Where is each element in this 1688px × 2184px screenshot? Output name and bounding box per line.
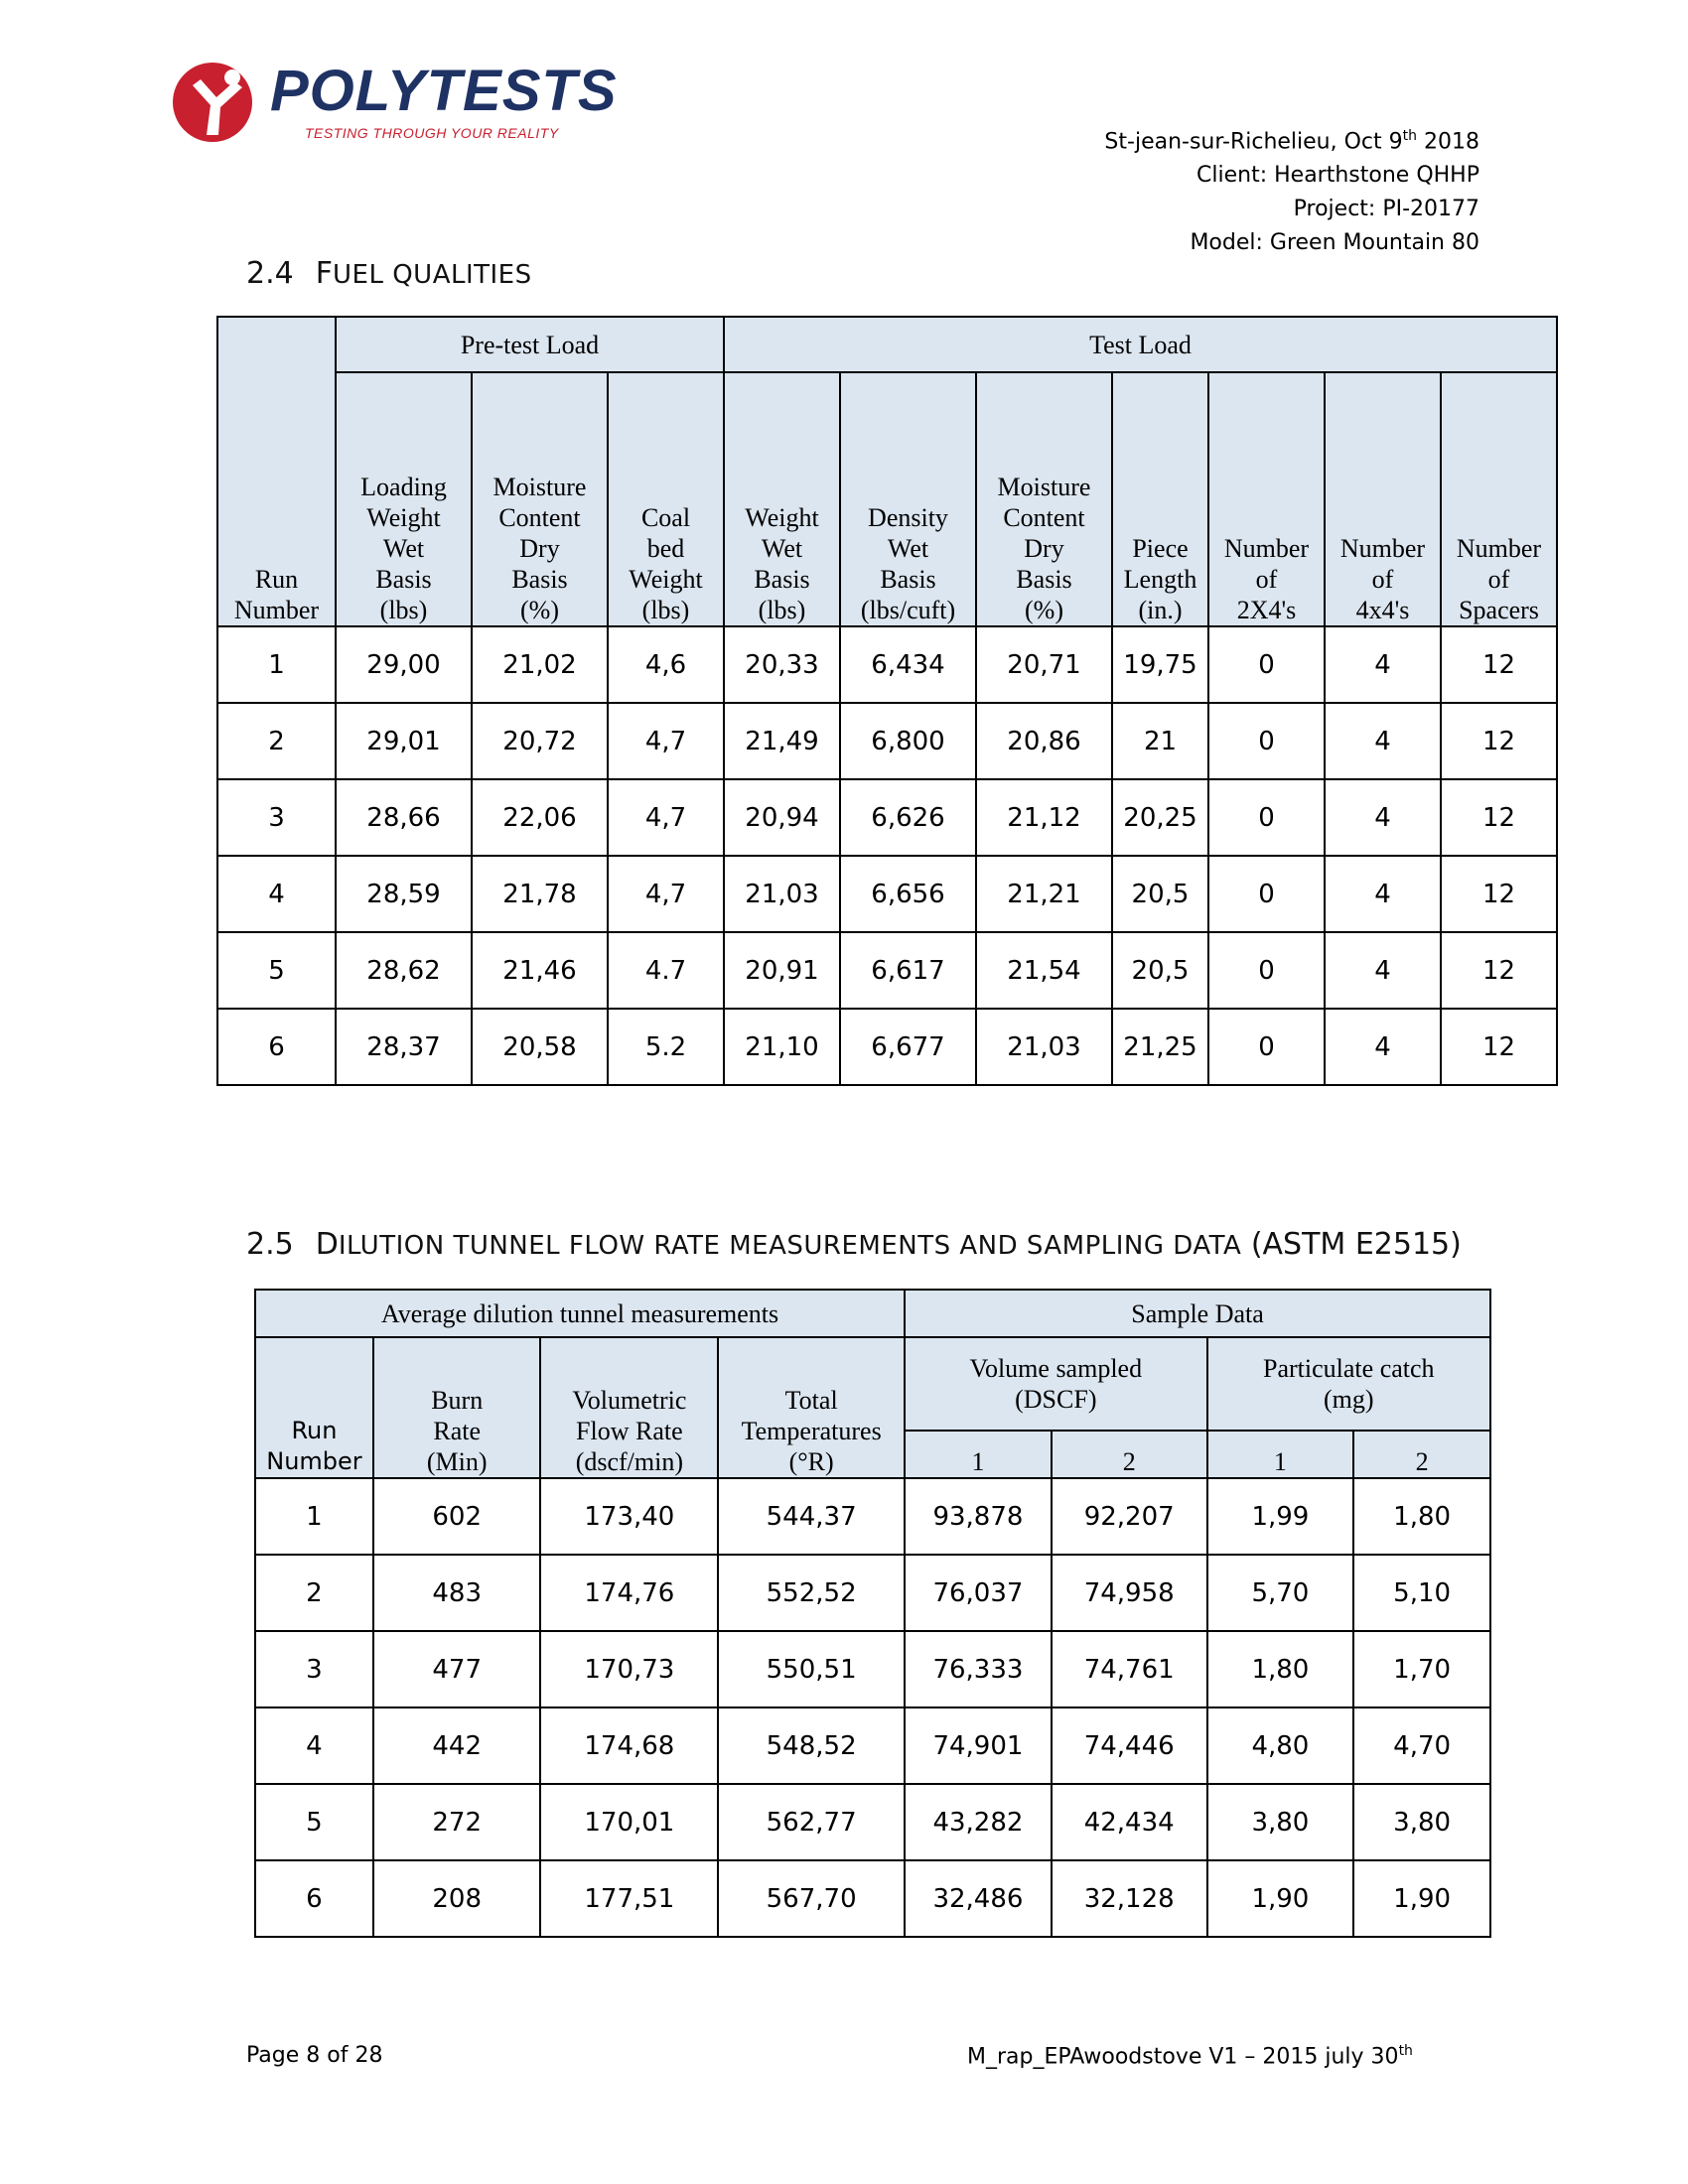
table-cell: 4 — [255, 1707, 373, 1784]
table-cell: 20,58 — [472, 1009, 608, 1085]
table-cell: 567,70 — [718, 1860, 905, 1937]
table-cell: 6,617 — [840, 932, 976, 1009]
table-cell: 21,46 — [472, 932, 608, 1009]
table-cell: 5 — [217, 932, 336, 1009]
table-cell: 20,86 — [976, 703, 1112, 779]
table-cell: 4,70 — [1353, 1707, 1490, 1784]
logo-emblem-icon — [171, 58, 260, 147]
table-cell: 32,486 — [905, 1860, 1052, 1937]
table-cell: 0 — [1208, 932, 1325, 1009]
table-cell: 6 — [217, 1009, 336, 1085]
table-cell: 28,59 — [336, 856, 472, 932]
table-cell: 1,80 — [1207, 1631, 1354, 1707]
col-header-volume-sampled: Volume sampled (DSCF) — [905, 1337, 1207, 1431]
table-cell: 21,49 — [724, 703, 840, 779]
table-cell: 544,37 — [718, 1478, 905, 1555]
table-cell: 4 — [1325, 1009, 1441, 1085]
table-cell: 28,66 — [336, 779, 472, 856]
table-cell: 19,75 — [1112, 626, 1208, 703]
col-header-run: Run Number — [217, 317, 336, 626]
table-cell: 477 — [373, 1631, 541, 1707]
table-cell: 1,90 — [1353, 1860, 1490, 1937]
table-cell: 20,33 — [724, 626, 840, 703]
table-cell: 6,434 — [840, 626, 976, 703]
table-row — [255, 1631, 1490, 1707]
col-header-flow-rate: Volumetric Flow Rate (dscf/min) — [540, 1337, 718, 1478]
col-header-temperatures: Total Temperatures (°R) — [718, 1337, 905, 1478]
table-cell: 4 — [217, 856, 336, 932]
logo-tagline: TESTING THROUGH YOUR REALITY — [305, 125, 559, 141]
table-cell: 0 — [1208, 703, 1325, 779]
col-header-loading-weight: Loading Weight Wet Basis (lbs) — [336, 372, 472, 626]
table-cell: 4,7 — [608, 703, 724, 779]
table-cell: 602 — [373, 1478, 541, 1555]
table-cell: 5,70 — [1207, 1555, 1354, 1631]
col-header-piece-length: Piece Length (in.) — [1112, 372, 1208, 626]
table-cell: 2 — [255, 1555, 373, 1631]
table-cell: 6 — [255, 1860, 373, 1937]
col-header-particulate-2: 2 — [1353, 1431, 1490, 1478]
page-number: Page 8 of 28 — [246, 2043, 383, 2068]
table-cell: 6,677 — [840, 1009, 976, 1085]
table-cell: 4,7 — [608, 779, 724, 856]
table-cell: 2 — [217, 703, 336, 779]
col-header-run: Run Number — [255, 1337, 373, 1478]
table-cell: 4 — [1325, 856, 1441, 932]
table-cell: 20,72 — [472, 703, 608, 779]
table-cell: 170,73 — [540, 1631, 718, 1707]
table-cell: 20,5 — [1112, 932, 1208, 1009]
fuel-qualities-table — [216, 316, 1558, 1086]
col-header-burn-rate: Burn Rate (Min) — [373, 1337, 541, 1478]
table-cell: 20,71 — [976, 626, 1112, 703]
table-cell: 5 — [255, 1784, 373, 1860]
table-cell: 12 — [1441, 779, 1557, 856]
table-cell: 74,446 — [1052, 1707, 1207, 1784]
table-cell: 4.7 — [608, 932, 724, 1009]
table-cell: 5.2 — [608, 1009, 724, 1085]
table-cell: 208 — [373, 1860, 541, 1937]
table-cell: 21,10 — [724, 1009, 840, 1085]
table-cell: 4 — [1325, 626, 1441, 703]
table-cell: 4 — [1325, 779, 1441, 856]
table-cell: 4 — [1325, 703, 1441, 779]
table-row — [255, 1555, 1490, 1631]
table-cell: 4,7 — [608, 856, 724, 932]
table-cell: 12 — [1441, 856, 1557, 932]
table-cell: 32,128 — [1052, 1860, 1207, 1937]
col-header-particulate-1: 1 — [1207, 1431, 1354, 1478]
table-cell: 76,333 — [905, 1631, 1052, 1707]
table-cell: 4,6 — [608, 626, 724, 703]
table-row — [217, 779, 1557, 856]
table-cell: 21,03 — [724, 856, 840, 932]
table-cell: 43,282 — [905, 1784, 1052, 1860]
table-row — [217, 932, 1557, 1009]
document-reference: M_rap_EPAwoodstove V1 – 2015 july 30th — [967, 2043, 1413, 2070]
table-cell: 177,51 — [540, 1860, 718, 1937]
table-cell: 0 — [1208, 856, 1325, 932]
col-header-particulate-catch: Particulate catch (mg) — [1207, 1337, 1490, 1431]
col-header-density: Density Wet Basis (lbs/cuft) — [840, 372, 976, 626]
table-cell: 20,94 — [724, 779, 840, 856]
col-header-4x4: Number of 4x4's — [1325, 372, 1441, 626]
section-title-dilution-tunnel: 2.5 DILUTION TUNNEL FLOW RATE MEASUREMENTS AND SAMPLING DATA (ASTM E2515) — [246, 1227, 1462, 1262]
table-cell: 21,03 — [976, 1009, 1112, 1085]
table-cell: 12 — [1441, 1009, 1557, 1085]
table-cell: 1,90 — [1207, 1860, 1354, 1937]
table-cell: 170,01 — [540, 1784, 718, 1860]
table-cell: 21,21 — [976, 856, 1112, 932]
table-cell: 74,958 — [1052, 1555, 1207, 1631]
table-row — [255, 1478, 1490, 1555]
table-cell: 550,51 — [718, 1631, 905, 1707]
col-header-moisture-pretest: Moisture Content Dry Basis (%) — [472, 372, 608, 626]
logo-wordmark: POLYTESTS — [270, 59, 618, 123]
table-cell: 20,5 — [1112, 856, 1208, 932]
table-row — [217, 626, 1557, 703]
table-cell: 552,52 — [718, 1555, 905, 1631]
col-header-spacers: Number of Spacers — [1441, 372, 1557, 626]
section-title-fuel-qualities: 2.4 FUEL QUALITIES — [246, 256, 532, 291]
project-line: Project: PI-20177 — [1293, 197, 1479, 222]
client-line: Client: Hearthstone QHHP — [1196, 163, 1479, 189]
table-cell: 1 — [255, 1478, 373, 1555]
table-cell: 74,761 — [1052, 1631, 1207, 1707]
table-row — [217, 856, 1557, 932]
table-cell: 1,99 — [1207, 1478, 1354, 1555]
table-cell: 29,01 — [336, 703, 472, 779]
table-cell: 21,12 — [976, 779, 1112, 856]
table-cell: 442 — [373, 1707, 541, 1784]
table-cell: 28,37 — [336, 1009, 472, 1085]
table-cell: 76,037 — [905, 1555, 1052, 1631]
table-cell: 12 — [1441, 703, 1557, 779]
table-cell: 1,80 — [1353, 1478, 1490, 1555]
table-cell: 12 — [1441, 932, 1557, 1009]
table-cell: 1,70 — [1353, 1631, 1490, 1707]
table-cell: 21 — [1112, 703, 1208, 779]
table-row — [255, 1860, 1490, 1937]
table-cell: 483 — [373, 1555, 541, 1631]
table-cell: 6,626 — [840, 779, 976, 856]
table-cell: 3,80 — [1207, 1784, 1354, 1860]
table-cell: 562,77 — [718, 1784, 905, 1860]
table-cell: 174,76 — [540, 1555, 718, 1631]
group-header-test: Test Load — [724, 317, 1557, 372]
table-cell: 21,78 — [472, 856, 608, 932]
dilution-tunnel-table — [254, 1289, 1491, 1938]
model-line: Model: Green Mountain 80 — [1190, 230, 1479, 256]
table-cell: 21,02 — [472, 626, 608, 703]
table-cell: 42,434 — [1052, 1784, 1207, 1860]
table-cell: 28,62 — [336, 932, 472, 1009]
col-header-coal-bed: Coal bed Weight (lbs) — [608, 372, 724, 626]
table-cell: 5,10 — [1353, 1555, 1490, 1631]
table-row — [217, 1009, 1557, 1085]
table-cell: 6,800 — [840, 703, 976, 779]
col-header-weight-wet: Weight Wet Basis (lbs) — [724, 372, 840, 626]
table-cell: 29,00 — [336, 626, 472, 703]
table-cell: 1 — [217, 626, 336, 703]
table-cell: 174,68 — [540, 1707, 718, 1784]
group-header-pretest: Pre-test Load — [336, 317, 724, 372]
group-header-average: Average dilution tunnel measurements — [255, 1290, 905, 1337]
report-header-info — [1104, 119, 1479, 260]
col-header-volume-1: 1 — [905, 1431, 1052, 1478]
table-cell: 3 — [255, 1631, 373, 1707]
table-cell: 20,25 — [1112, 779, 1208, 856]
table-cell: 0 — [1208, 1009, 1325, 1085]
col-header-2x4: Number of 2X4's — [1208, 372, 1325, 626]
table-cell: 173,40 — [540, 1478, 718, 1555]
table-cell: 93,878 — [905, 1478, 1052, 1555]
table-cell: 0 — [1208, 779, 1325, 856]
table-cell: 21,54 — [976, 932, 1112, 1009]
table-cell: 272 — [373, 1784, 541, 1860]
table-cell: 3 — [217, 779, 336, 856]
table-cell: 4 — [1325, 932, 1441, 1009]
table-cell: 12 — [1441, 626, 1557, 703]
table-cell: 3,80 — [1353, 1784, 1490, 1860]
table-cell: 6,656 — [840, 856, 976, 932]
location-date: St-jean-sur-Richelieu, Oct 9th 2018 — [1104, 128, 1479, 155]
table-cell: 22,06 — [472, 779, 608, 856]
col-header-volume-2: 2 — [1052, 1431, 1207, 1478]
table-row — [255, 1784, 1490, 1860]
table-cell: 0 — [1208, 626, 1325, 703]
table-row — [217, 703, 1557, 779]
col-header-moisture-test: Moisture Content Dry Basis (%) — [976, 372, 1112, 626]
company-logo — [171, 58, 618, 147]
table-cell: 74,901 — [905, 1707, 1052, 1784]
table-row — [255, 1707, 1490, 1784]
group-header-sample: Sample Data — [905, 1290, 1490, 1337]
table-cell: 21,25 — [1112, 1009, 1208, 1085]
table-cell: 20,91 — [724, 932, 840, 1009]
table-cell: 92,207 — [1052, 1478, 1207, 1555]
table-cell: 4,80 — [1207, 1707, 1354, 1784]
table-cell: 548,52 — [718, 1707, 905, 1784]
